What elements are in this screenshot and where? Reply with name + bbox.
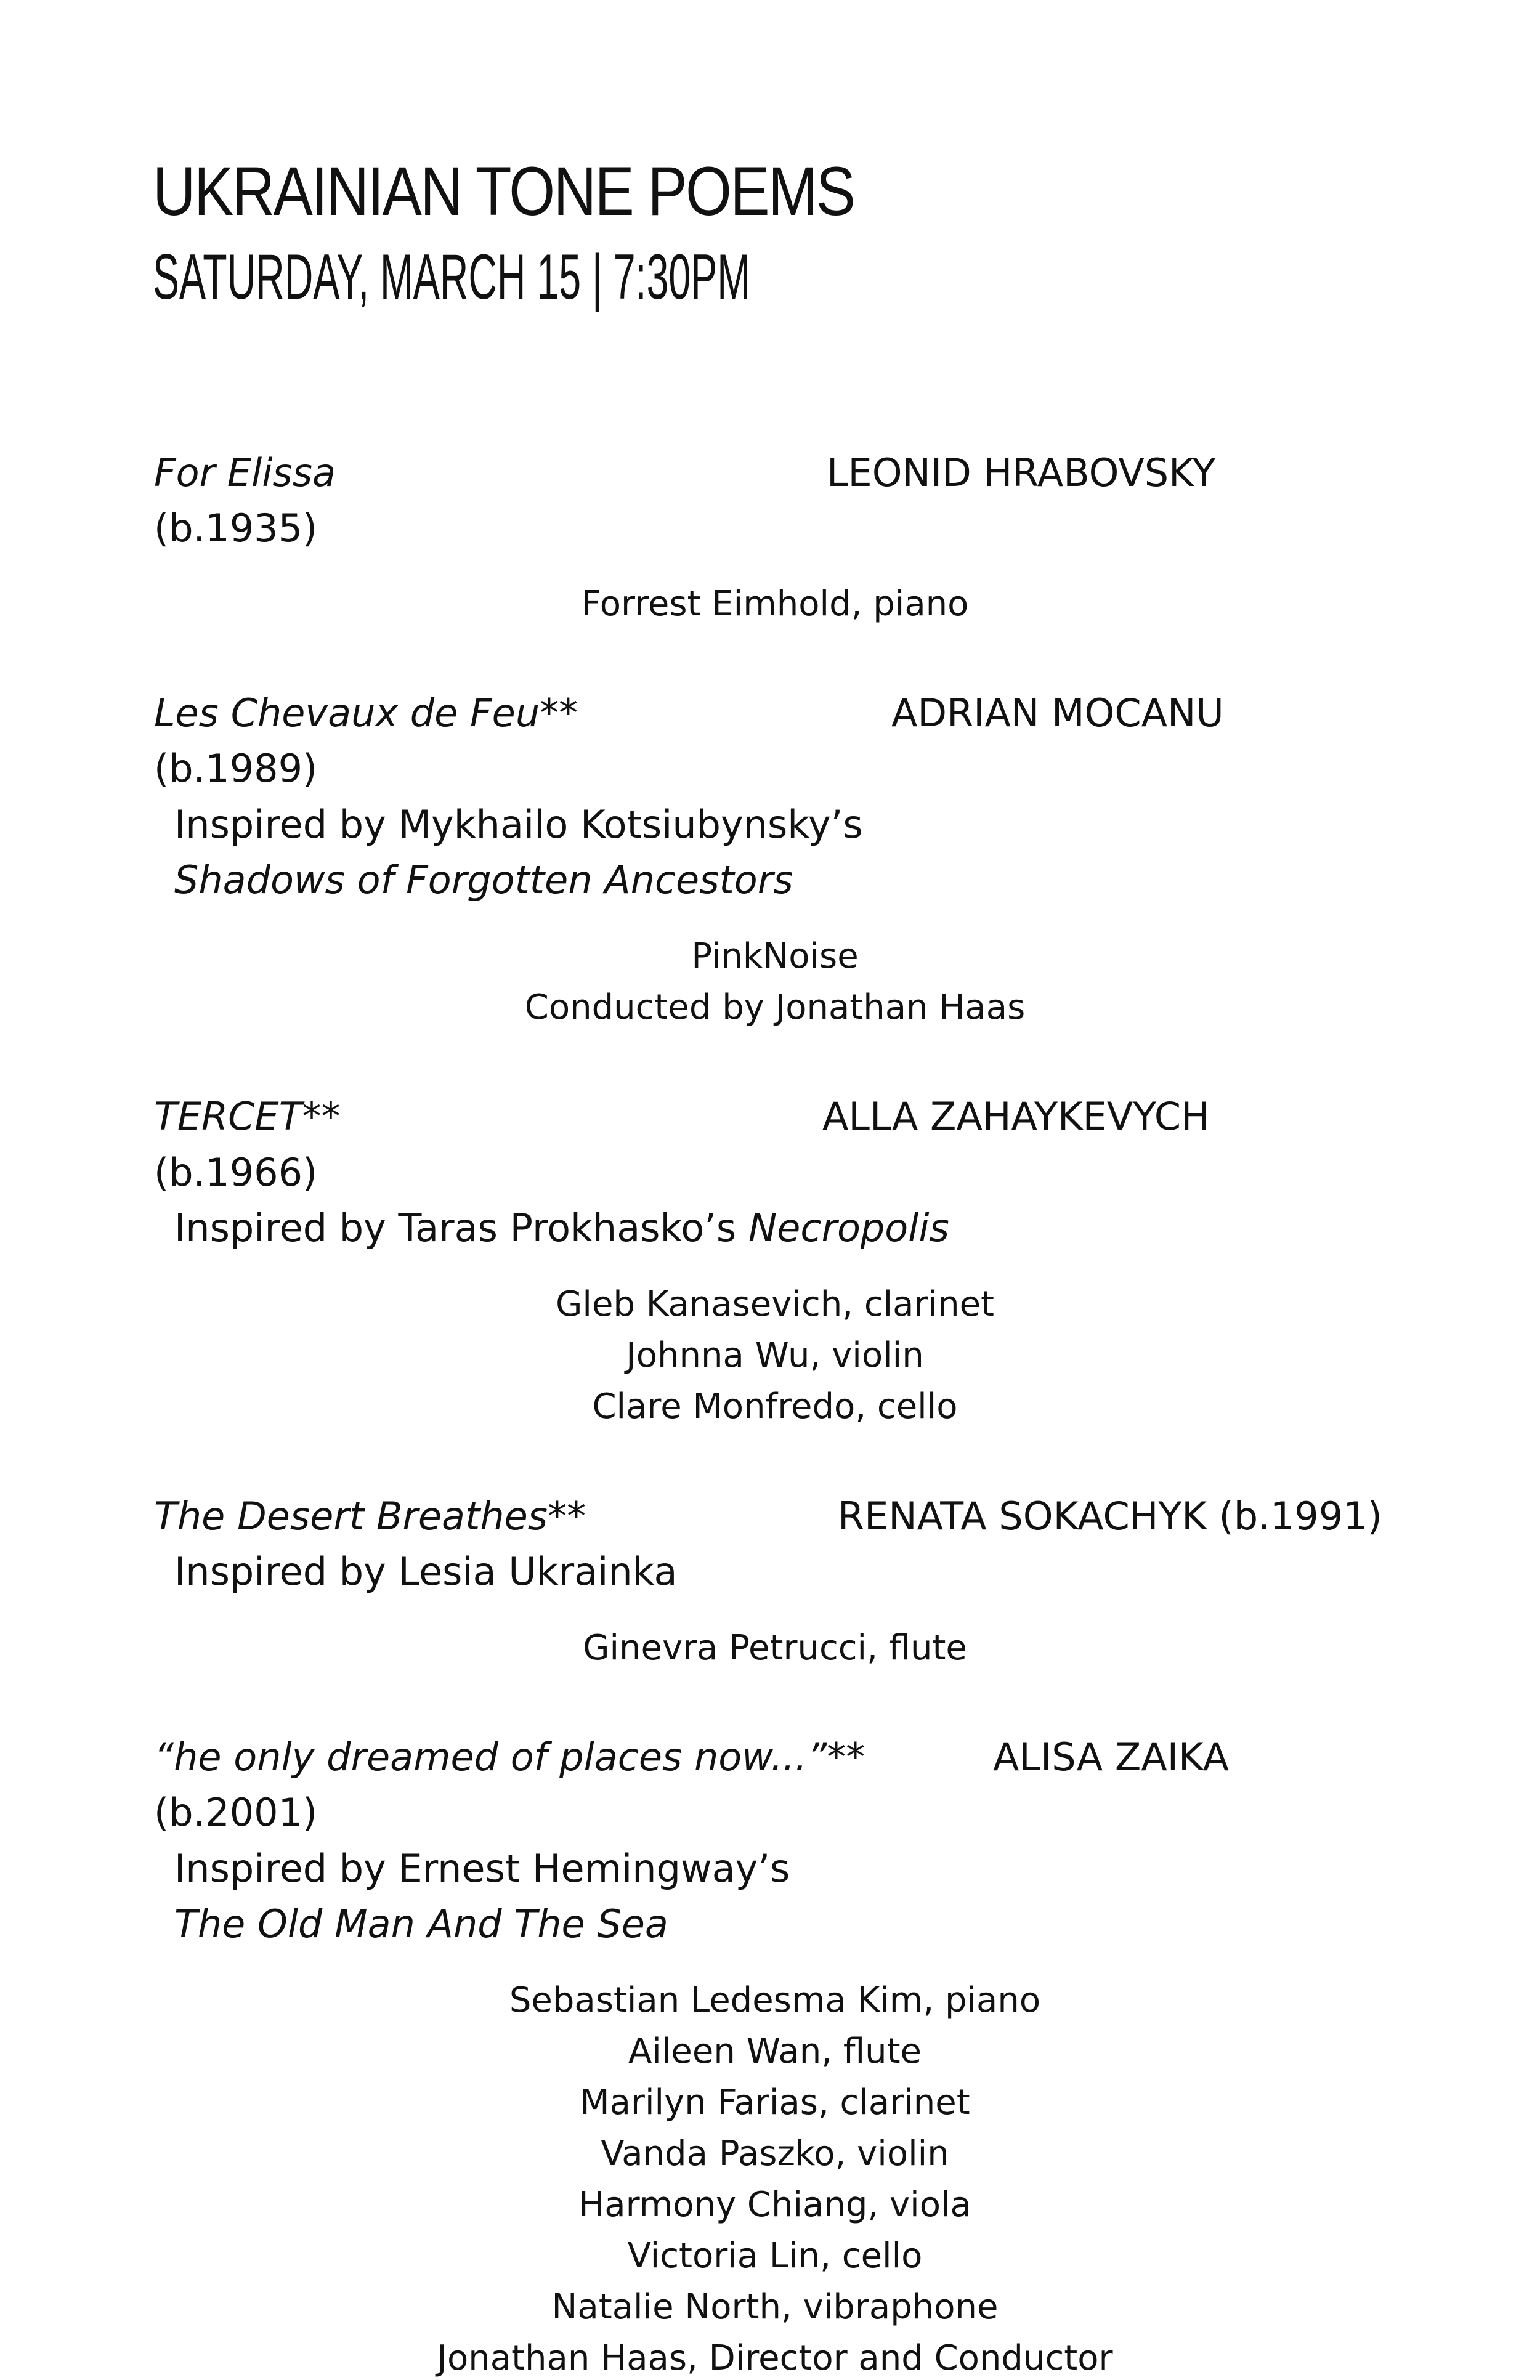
work-composer: ALLA ZAHAYKEVYCH	[822, 1094, 1210, 1139]
performer: Harmony Chiang, viola	[578, 2185, 971, 2225]
concert-datetime: SATURDAY, MARCH 15 | 7:30PM	[153, 241, 750, 313]
inspiration-text: Inspired by Lesia Ukrainka	[174, 1549, 678, 1594]
performer: Clare Monfredo, cello	[592, 1386, 958, 1427]
inspiration-line	[174, 1205, 949, 1250]
inspiration-work: Necropolis	[748, 1205, 949, 1250]
work-title: Les Chevaux de Feu**	[154, 690, 578, 735]
performer: Natalie North, vibraphone	[551, 2287, 999, 2327]
performer: Conducted by Jonathan Haas	[524, 987, 1026, 1027]
performer: Johnna Wu, violin	[626, 1335, 924, 1375]
performer: PinkNoise	[691, 936, 859, 976]
work-title: “he only dreamed of places now...”**	[154, 1734, 865, 1779]
work-title: TERCET**	[154, 1094, 341, 1139]
performer: Victoria Lin, cello	[627, 2236, 923, 2276]
performer: Ginevra Petrucci, flute	[583, 1628, 967, 1668]
performer: Aileen Wan, flute	[628, 2031, 922, 2071]
work-composer: RENATA SOKACHYK (b.1991)	[838, 1494, 1382, 1539]
performer: Sebastian Ledesma Kim, piano	[509, 1980, 1041, 2020]
composer-birth: (b.1935)	[154, 506, 318, 551]
work-title: The Desert Breathes**	[154, 1494, 586, 1539]
performer: Vanda Paszko, violin	[601, 2134, 949, 2174]
composer-birth: (b.1989)	[154, 746, 318, 791]
performer: Jonathan Haas, Director and Conductor	[437, 2338, 1113, 2378]
performer: Marilyn Farias, clarinet	[580, 2082, 970, 2123]
inspiration-work: The Old Man And The Sea	[174, 1901, 668, 1946]
inspiration-text: Inspired by Ernest Hemingway’s	[174, 1846, 790, 1891]
concert-title: UKRAINIAN TONE POEMS	[153, 153, 854, 230]
work-composer: LEONID HRABOVSKY	[827, 450, 1216, 495]
inspiration-work: Shadows of Forgotten Ancestors	[174, 857, 793, 902]
work-composer: ADRIAN MOCANU	[891, 690, 1224, 735]
inspiration-text: Inspired by Mykhailo Kotsiubynsky’s	[174, 802, 863, 847]
composer-birth: (b.1966)	[154, 1150, 318, 1195]
work-composer: ALISA ZAIKA	[993, 1734, 1230, 1779]
performer: Gleb Kanasevich, clarinet	[556, 1284, 994, 1324]
performer: Forrest Eimhold, piano	[581, 584, 969, 624]
work-title: For Elissa	[154, 450, 336, 495]
inspiration-text: Inspired by Taras Prokhasko’s	[174, 1205, 748, 1250]
composer-birth: (b.2001)	[154, 1790, 318, 1835]
